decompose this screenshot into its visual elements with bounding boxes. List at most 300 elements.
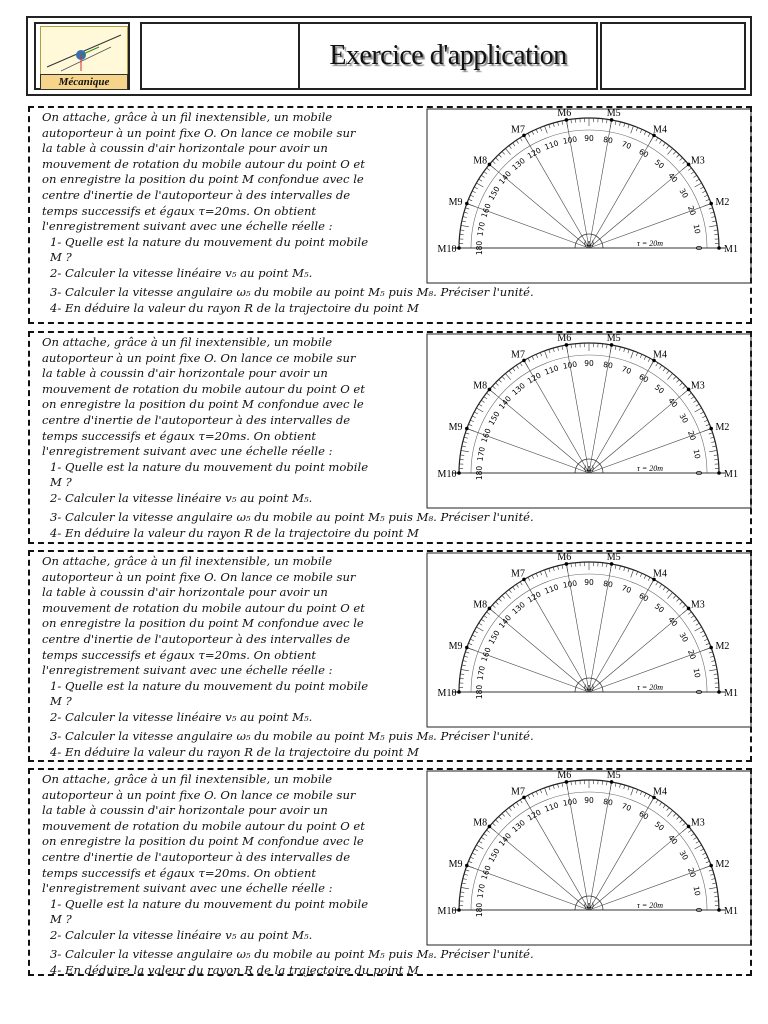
scale-tick bbox=[695, 408, 702, 412]
scale-tick bbox=[636, 352, 637, 356]
scale-tick bbox=[667, 590, 669, 593]
scale-tick bbox=[476, 408, 483, 412]
question-3: 3- Calculer la vitesse angulaire ω₅ du mobile au point M₅ puis M₈. Préciser l'unité. bbox=[50, 510, 534, 524]
intro-line: la table à coussin d'air horizontale pour avoir un bbox=[42, 803, 328, 818]
scale-tick bbox=[509, 371, 511, 374]
scale-tick bbox=[667, 371, 669, 374]
point-label: M7 bbox=[511, 124, 525, 136]
logo-label: Mécanique bbox=[40, 74, 128, 90]
scale-tick bbox=[571, 119, 572, 123]
scale-tick bbox=[695, 627, 702, 631]
scale-tick bbox=[474, 412, 478, 414]
scale-tick bbox=[663, 143, 665, 146]
intro-line: mouvement de rotation du mobile autour du point O et bbox=[42, 381, 365, 396]
scale-tick bbox=[712, 446, 716, 447]
scale-tick bbox=[659, 584, 661, 587]
scale-label: 10 bbox=[691, 223, 703, 235]
scale-label: 40 bbox=[666, 833, 680, 847]
title-box bbox=[298, 22, 598, 90]
intro-line: mouvement de rotation du mobile autour du point O et bbox=[42, 818, 365, 833]
scale-tick bbox=[677, 379, 680, 382]
scale-tick bbox=[528, 795, 530, 799]
point-label: M1 bbox=[724, 906, 738, 917]
intro-line: on enregistre la position du point M confondue avec le bbox=[42, 616, 364, 631]
scale-tick bbox=[492, 161, 495, 164]
scale-tick bbox=[706, 424, 710, 425]
scale-tick bbox=[706, 643, 710, 644]
point-label: M1 bbox=[724, 469, 738, 480]
intro-line: centre d'inertie de l'autoporteur à des intervalles de bbox=[42, 187, 351, 202]
scale-tick bbox=[700, 849, 704, 851]
scale-tick bbox=[636, 789, 637, 793]
intro-line: On attache, grâce à un fil inextensible, un mobile bbox=[42, 772, 333, 786]
scale-tick bbox=[691, 616, 694, 618]
scale-tick bbox=[558, 784, 559, 788]
center-label: (Δ) bbox=[583, 465, 595, 473]
scale-tick bbox=[696, 841, 699, 843]
scale-tick bbox=[462, 221, 466, 222]
point-label: M8 bbox=[473, 817, 488, 829]
scale-tick bbox=[571, 344, 572, 348]
scale-label: 10 bbox=[691, 667, 703, 679]
point-marker bbox=[457, 690, 461, 694]
scale-tick bbox=[463, 442, 467, 443]
scale-tick bbox=[549, 124, 550, 128]
scale-tick bbox=[704, 639, 708, 641]
point-marker bbox=[709, 864, 713, 868]
scale-tick bbox=[520, 363, 522, 366]
scale-label: 140 bbox=[497, 169, 514, 186]
scale-tick bbox=[545, 570, 548, 578]
scale-tick bbox=[693, 175, 696, 177]
scale-tick bbox=[540, 571, 541, 575]
scale-label: 0 bbox=[694, 470, 703, 476]
scale-label: 170 bbox=[475, 883, 487, 899]
point-label: M9 bbox=[448, 640, 463, 652]
scale-tick bbox=[468, 861, 472, 862]
scale-tick bbox=[505, 810, 510, 816]
scale-tick bbox=[474, 849, 478, 851]
scale-tick bbox=[470, 857, 474, 859]
scale-tick bbox=[696, 623, 699, 625]
point-label: M7 bbox=[511, 349, 525, 361]
scale-tick bbox=[683, 605, 686, 608]
scale-tick bbox=[688, 168, 691, 170]
question-4: 4- En déduire la valeur du rayon R de la trajectoire du point M bbox=[50, 526, 419, 540]
intro-line: l'enregistrement suivant avec une échelle réelle : bbox=[42, 663, 333, 678]
intro-line: On attache, grâce à un fil inextensible, un mobile bbox=[42, 554, 333, 568]
scale-tick bbox=[648, 795, 650, 799]
question-2: 2- Calculer la vitesse linéaire v₅ au point M₅. bbox=[50, 927, 313, 942]
scale-label: 30 bbox=[677, 411, 691, 425]
scale-tick bbox=[688, 393, 691, 395]
scale-tick bbox=[532, 356, 534, 360]
scale-label: 110 bbox=[543, 582, 560, 596]
scale-tick bbox=[693, 400, 696, 402]
scale-tick bbox=[702, 635, 706, 637]
point-label: M5 bbox=[606, 552, 621, 564]
scale-tick bbox=[520, 582, 522, 585]
scale-tick bbox=[667, 373, 672, 379]
point-label: M10 bbox=[437, 469, 457, 480]
scale-tick bbox=[636, 127, 637, 131]
question-1-cont: M ? bbox=[50, 250, 72, 265]
point-marker bbox=[717, 690, 721, 694]
scale-tick bbox=[683, 386, 686, 389]
scale-tick bbox=[656, 138, 658, 141]
scale-tick bbox=[700, 412, 704, 414]
point-label: M8 bbox=[473, 155, 488, 167]
header-empty-box-left bbox=[140, 22, 300, 90]
scale-tick bbox=[513, 805, 515, 808]
scale-tick bbox=[558, 122, 559, 126]
scale-tick bbox=[619, 122, 620, 126]
center-label: (Δ) bbox=[583, 902, 595, 910]
scale-tick bbox=[472, 853, 476, 855]
scale-tick bbox=[513, 587, 515, 590]
scale-tick bbox=[463, 217, 467, 218]
scale-tick bbox=[558, 566, 559, 570]
point-label: M2 bbox=[715, 640, 730, 652]
scale-tick bbox=[709, 669, 717, 670]
protractor-diagram bbox=[426, 552, 752, 728]
point-label: M10 bbox=[437, 244, 457, 255]
scale-tick bbox=[499, 379, 502, 382]
scale-tick bbox=[667, 592, 672, 598]
scale-label: 80 bbox=[602, 359, 614, 371]
intro-line: l'enregistrement suivant avec une échelle réelle : bbox=[42, 219, 333, 234]
scale-label: 50 bbox=[652, 819, 666, 833]
scale-tick bbox=[513, 143, 515, 146]
scale-label: 50 bbox=[652, 382, 666, 396]
exercise-text bbox=[42, 110, 424, 282]
question-2: 2- Calculer la vitesse linéaire v₅ au point M₅. bbox=[50, 265, 313, 280]
point-marker bbox=[465, 427, 469, 431]
scale-tick bbox=[696, 179, 699, 181]
scale-tick bbox=[461, 225, 469, 226]
intro-line: on enregistre la position du point M confondue avec le bbox=[42, 834, 364, 849]
scale-label: 130 bbox=[510, 156, 527, 173]
scale-label: 40 bbox=[666, 171, 680, 185]
scale-tick bbox=[712, 665, 716, 666]
scale-tick bbox=[499, 816, 502, 819]
scale-tick bbox=[532, 575, 534, 579]
scale-tick bbox=[472, 191, 476, 193]
tau-label: τ = 20m bbox=[637, 683, 664, 692]
scale-tick bbox=[553, 567, 554, 571]
exercise-text bbox=[42, 335, 424, 507]
scale-tick bbox=[667, 146, 669, 149]
point-marker bbox=[465, 646, 469, 650]
scale-tick bbox=[460, 455, 464, 456]
point-marker bbox=[488, 607, 492, 611]
scale-tick bbox=[693, 619, 696, 621]
scale-tick bbox=[509, 808, 511, 811]
scale-tick bbox=[663, 805, 665, 808]
scale-label: 170 bbox=[475, 221, 487, 237]
scale-label: 120 bbox=[525, 807, 543, 823]
scale-tick bbox=[714, 455, 718, 456]
scale-label: 0 bbox=[694, 689, 703, 695]
intro-line: centre d'inertie de l'autoporteur à des intervalles de bbox=[42, 631, 351, 646]
intro-line: mouvement de rotation du mobile autour du point O et bbox=[42, 156, 365, 171]
scale-tick bbox=[476, 627, 483, 631]
scale-tick bbox=[474, 187, 478, 189]
scale-tick bbox=[607, 119, 608, 123]
scale-tick bbox=[673, 813, 676, 816]
point-label: M2 bbox=[715, 858, 730, 870]
scale-label: 70 bbox=[620, 364, 633, 376]
point-label: M4 bbox=[653, 786, 667, 798]
point-label: M3 bbox=[690, 380, 705, 392]
scale-tick bbox=[712, 221, 716, 222]
scale-label: 120 bbox=[525, 589, 543, 605]
question-2: 2- Calculer la vitesse linéaire v₅ au point M₅. bbox=[50, 709, 313, 724]
scale-tick bbox=[710, 437, 714, 438]
scale-tick bbox=[553, 123, 554, 127]
scale-label: 180 bbox=[475, 902, 484, 918]
point-label: M4 bbox=[653, 568, 667, 580]
exercise-text bbox=[42, 554, 424, 726]
scale-tick bbox=[502, 813, 505, 816]
scale-tick bbox=[464, 656, 468, 657]
scale-tick bbox=[472, 635, 476, 637]
scale-tick bbox=[520, 800, 522, 803]
scale-tick bbox=[495, 383, 498, 386]
scale-tick bbox=[673, 151, 676, 154]
scale-tick bbox=[460, 230, 464, 231]
scale-label: 100 bbox=[562, 134, 578, 146]
scale-tick bbox=[706, 199, 710, 200]
point-label: M6 bbox=[557, 333, 572, 345]
scale-tick bbox=[545, 126, 548, 134]
scale-label: 120 bbox=[525, 145, 543, 161]
point-marker bbox=[465, 202, 469, 206]
intro-line: l'enregistrement suivant avec une échelle réelle : bbox=[42, 881, 333, 896]
scale-tick bbox=[702, 416, 706, 418]
scale-tick bbox=[499, 154, 502, 157]
scale-tick bbox=[502, 151, 505, 154]
scale-tick bbox=[571, 781, 572, 785]
scale-tick bbox=[528, 577, 530, 581]
intro-line: la table à coussin d'air horizontale pour avoir un bbox=[42, 141, 328, 156]
scale-label: 160 bbox=[479, 864, 493, 881]
scale-tick bbox=[631, 126, 634, 134]
scale-label: 180 bbox=[475, 465, 484, 481]
scale-tick bbox=[562, 121, 563, 125]
logo-box bbox=[34, 22, 130, 90]
scale-tick bbox=[656, 363, 658, 366]
scale-tick bbox=[495, 820, 498, 823]
scale-tick bbox=[509, 146, 511, 149]
point-marker bbox=[717, 471, 721, 475]
intro-line: autoporteur à un point fixe O. On lance ce mobile sur bbox=[42, 350, 356, 365]
intro-line: l'enregistrement suivant avec une échelle réelle : bbox=[42, 444, 333, 459]
scale-label: 90 bbox=[584, 578, 594, 587]
scale-tick bbox=[691, 834, 694, 836]
scale-tick bbox=[615, 783, 616, 787]
scale-tick bbox=[536, 791, 538, 795]
point-label: M1 bbox=[724, 244, 738, 255]
scale-label: 20 bbox=[686, 204, 698, 217]
scale-tick bbox=[479, 841, 482, 843]
scale-tick bbox=[476, 183, 483, 187]
point-label: M7 bbox=[511, 786, 525, 798]
scale-tick bbox=[540, 127, 541, 131]
scale-tick bbox=[659, 365, 661, 368]
scale-tick bbox=[640, 791, 642, 795]
scale-tick bbox=[656, 582, 658, 585]
scale-label: 80 bbox=[602, 134, 614, 146]
scale-tick bbox=[465, 870, 469, 871]
point-marker bbox=[457, 246, 461, 250]
scale-tick bbox=[628, 124, 629, 128]
scale-tick bbox=[640, 354, 642, 358]
point-marker bbox=[488, 825, 492, 829]
intro-line: On attache, grâce à un fil inextensible, un mobile bbox=[42, 335, 333, 349]
point-label: M4 bbox=[653, 349, 667, 361]
scale-tick bbox=[648, 358, 650, 362]
scale-tick bbox=[532, 131, 534, 135]
scale-tick bbox=[710, 874, 714, 875]
scale-tick bbox=[714, 230, 718, 231]
scale-tick bbox=[476, 845, 483, 849]
scale-tick bbox=[624, 123, 625, 127]
scale-tick bbox=[691, 397, 694, 399]
scale-tick bbox=[628, 568, 629, 572]
scale-tick bbox=[706, 861, 710, 862]
scale-tick bbox=[562, 783, 563, 787]
scale-tick bbox=[513, 368, 515, 371]
scale-label: 100 bbox=[562, 359, 578, 371]
scale-label: 40 bbox=[666, 396, 680, 410]
scale-tick bbox=[481, 175, 484, 177]
question-4: 4- En déduire la valeur du rayon R de la trajectoire du point M bbox=[50, 963, 419, 977]
scale-tick bbox=[680, 820, 683, 823]
scale-tick bbox=[711, 442, 715, 443]
protractor-diagram bbox=[426, 333, 752, 509]
scale-tick bbox=[711, 661, 715, 662]
scale-tick bbox=[540, 789, 541, 793]
scale-tick bbox=[499, 598, 502, 601]
scale-tick bbox=[636, 571, 637, 575]
scale-tick bbox=[516, 584, 518, 587]
scale-tick bbox=[464, 874, 468, 875]
scale-label: 120 bbox=[525, 370, 543, 386]
scale-tick bbox=[607, 563, 608, 567]
logo-image bbox=[40, 26, 128, 76]
scale-label: 90 bbox=[584, 796, 594, 805]
scale-tick bbox=[460, 892, 464, 893]
scale-tick bbox=[484, 172, 487, 174]
scale-label: 10 bbox=[691, 448, 703, 460]
scale-tick bbox=[461, 450, 469, 451]
scale-tick bbox=[516, 802, 518, 805]
scale-tick bbox=[704, 857, 708, 859]
scale-label: 70 bbox=[620, 139, 633, 151]
scale-tick bbox=[545, 351, 548, 359]
scale-tick bbox=[516, 365, 518, 368]
point-label: M5 bbox=[606, 108, 621, 120]
scale-tick bbox=[468, 199, 472, 200]
tau-label: τ = 20m bbox=[637, 239, 664, 248]
scale-tick bbox=[680, 158, 683, 161]
point-label: M5 bbox=[606, 333, 621, 345]
point-marker bbox=[457, 908, 461, 912]
scale-tick bbox=[704, 420, 708, 422]
scale-label: 140 bbox=[497, 831, 514, 848]
scale-tick bbox=[624, 785, 625, 789]
scale-tick bbox=[470, 420, 474, 422]
scale-tick bbox=[667, 810, 672, 816]
scale-tick bbox=[479, 179, 482, 181]
scale-tick bbox=[711, 879, 715, 880]
scale-tick bbox=[677, 816, 680, 819]
question-1-cont: M ? bbox=[50, 694, 72, 709]
scale-label: 80 bbox=[602, 578, 614, 590]
exercise-block bbox=[28, 768, 752, 976]
scale-tick bbox=[696, 404, 699, 406]
intro-line: autoporteur à un point fixe O. On lance ce mobile sur bbox=[42, 569, 356, 584]
center-label: (Δ) bbox=[583, 240, 595, 248]
intro-line: centre d'inertie de l'autoporteur à des intervalles de bbox=[42, 412, 351, 427]
scale-tick bbox=[468, 424, 472, 425]
scale-label: 160 bbox=[479, 427, 493, 444]
scale-label: 170 bbox=[475, 665, 487, 681]
scale-tick bbox=[644, 356, 646, 360]
intro-line: centre d'inertie de l'autoporteur à des intervalles de bbox=[42, 849, 351, 864]
scale-tick bbox=[667, 148, 672, 154]
scale-tick bbox=[644, 793, 646, 797]
scale-label: 150 bbox=[486, 409, 502, 427]
scale-tick bbox=[659, 140, 661, 143]
scale-tick bbox=[481, 837, 484, 839]
scale-tick bbox=[484, 397, 487, 399]
scale-tick bbox=[709, 887, 717, 888]
scale-label: 100 bbox=[562, 578, 578, 590]
scale-tick bbox=[479, 404, 482, 406]
scale-tick bbox=[505, 148, 510, 154]
point-label: M8 bbox=[473, 599, 488, 611]
scale-tick bbox=[484, 834, 487, 836]
point-label: M4 bbox=[653, 124, 667, 136]
scale-tick bbox=[702, 191, 706, 193]
scale-tick bbox=[663, 368, 665, 371]
scale-label: 170 bbox=[475, 446, 487, 462]
scale-label: 20 bbox=[686, 648, 698, 661]
protractor-diagram bbox=[426, 108, 752, 284]
scale-tick bbox=[688, 830, 691, 832]
scale-tick bbox=[536, 573, 538, 577]
scale-label: 60 bbox=[637, 146, 651, 160]
scale-tick bbox=[673, 376, 676, 379]
scale-label: 60 bbox=[637, 371, 651, 385]
scale-label: 160 bbox=[479, 202, 493, 219]
scale-tick bbox=[463, 661, 467, 662]
point-label: M2 bbox=[715, 196, 730, 208]
scale-tick bbox=[648, 577, 650, 581]
tau-label: τ = 20m bbox=[637, 464, 664, 473]
exercise-block bbox=[28, 550, 752, 762]
point-marker bbox=[709, 646, 713, 650]
scale-tick bbox=[631, 788, 634, 796]
scale-tick bbox=[492, 605, 495, 608]
scale-tick bbox=[502, 376, 505, 379]
scale-tick bbox=[619, 784, 620, 788]
scale-tick bbox=[624, 567, 625, 571]
intro-line: autoporteur à un point fixe O. On lance ce mobile sur bbox=[42, 787, 356, 802]
protractor-diagram bbox=[426, 770, 752, 946]
